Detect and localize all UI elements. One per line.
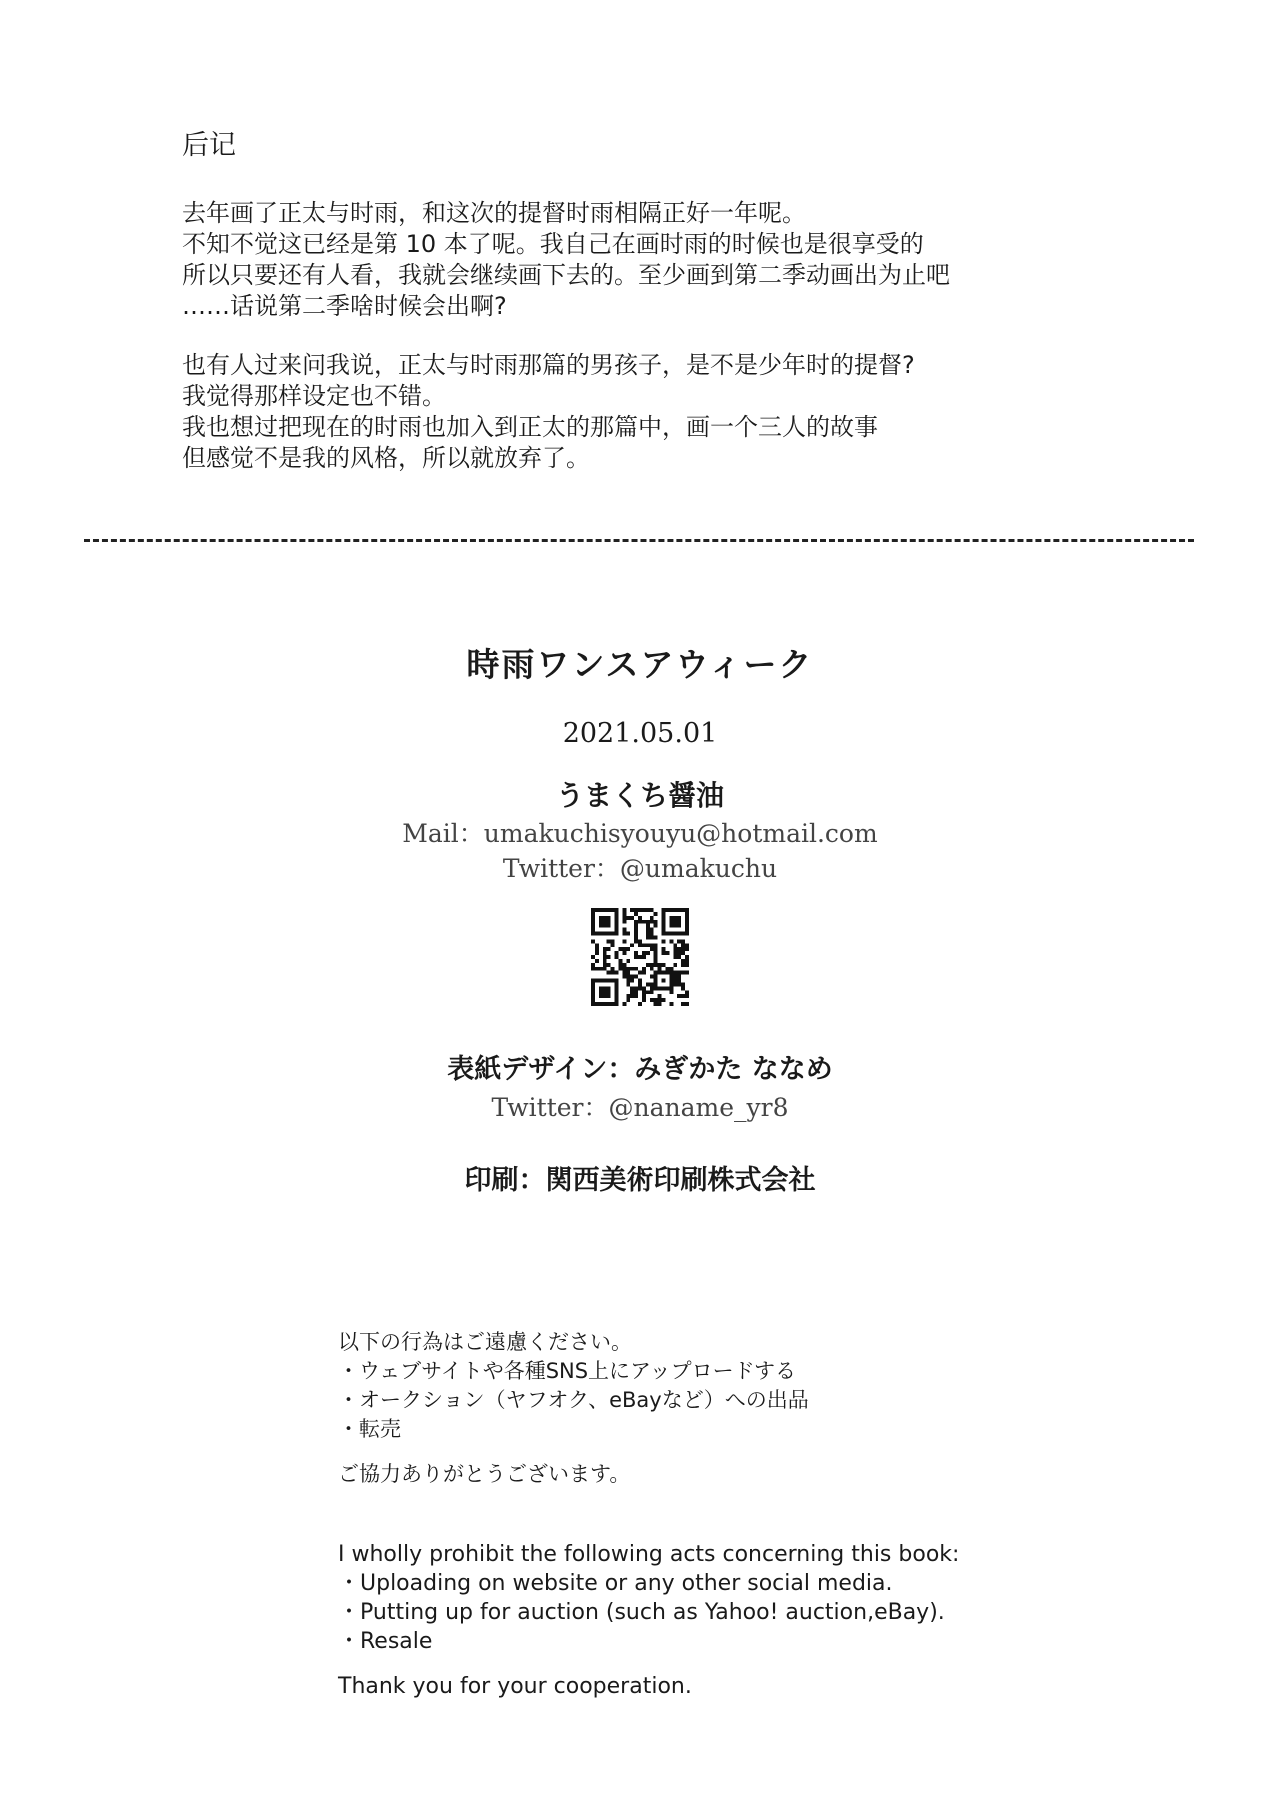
notice-line: ・Uploading on website or any other social media. bbox=[338, 1571, 893, 1596]
colophon bbox=[0, 640, 1280, 1201]
book-title: 時雨ワンスアウィーク bbox=[466, 645, 814, 684]
notice-line: ・Putting up for auction (such as Yahoo! auction,eBay). bbox=[338, 1600, 945, 1625]
afterword-line: 不知不觉这已经是第 10 本了呢。我自己在画时雨的时候也是很享受的 bbox=[182, 230, 924, 259]
afterword-line: 我也想过把现在的时雨也加入到正太的那篇中，画一个三人的故事 bbox=[182, 413, 878, 442]
notice-line: ・転売 bbox=[338, 1417, 401, 1441]
afterword-line: 也有人过来问我说，正太与时雨那篇的男孩子，是不是少年时的提督? bbox=[182, 351, 915, 380]
printing-credit: 印刷：関西美術印刷株式会社 bbox=[464, 1165, 816, 1196]
afterword-section bbox=[182, 130, 1062, 502]
notice-line: 以下の行為はご遠慮ください。 bbox=[338, 1330, 632, 1354]
mail-contact: Mail：umakuchisyouyu@hotmail.com bbox=[402, 819, 878, 848]
afterword-paragraph-2 bbox=[182, 350, 1062, 474]
qr-code-graphic bbox=[591, 908, 689, 1006]
afterword-paragraph-1 bbox=[182, 198, 1062, 322]
qr-code-icon bbox=[591, 908, 689, 1006]
notice-line: I wholly prohibit the following acts concerning this book: bbox=[338, 1542, 960, 1567]
afterword-line: 我觉得那样设定也不错。 bbox=[182, 382, 446, 411]
notice-line: ・オークション（ヤフオク、eBayなど）への出品 bbox=[338, 1388, 809, 1412]
afterword-title: 后记 bbox=[182, 130, 236, 161]
notice-japanese bbox=[338, 1328, 809, 1489]
cover-design-credit: 表紙デザイン：みぎかた ななめ bbox=[447, 1054, 833, 1085]
afterword-line: ……话说第二季啥时候会出啊? bbox=[182, 292, 507, 321]
dashed-separator bbox=[84, 539, 1194, 542]
notice-english bbox=[338, 1540, 959, 1701]
afterword-line: 所以只要还有人看，我就会继续画下去的。至少画到第二季动画出为止吧 bbox=[182, 261, 950, 290]
afterword-line: 去年画了正太与时雨，和这次的提督时雨相隔正好一年呢。 bbox=[182, 199, 806, 228]
cover-designer-twitter: Twitter：@naname_yr8 bbox=[491, 1093, 789, 1122]
notice-closing: ご協力ありがとうございます。 bbox=[338, 1462, 631, 1486]
twitter-contact: Twitter：@umakuchu bbox=[502, 854, 778, 883]
notice-line: ・ウェブサイトや各種SNS上にアップロードする bbox=[338, 1359, 796, 1383]
circle-name: うまくち醤油 bbox=[555, 779, 724, 812]
afterword-line: 但感觉不是我的风格，所以就放弃了。 bbox=[182, 444, 590, 473]
notice-line: ・Resale bbox=[338, 1629, 433, 1654]
notice-closing: Thank you for your cooperation. bbox=[338, 1674, 692, 1699]
publication-date: 2021.05.01 bbox=[562, 718, 718, 749]
